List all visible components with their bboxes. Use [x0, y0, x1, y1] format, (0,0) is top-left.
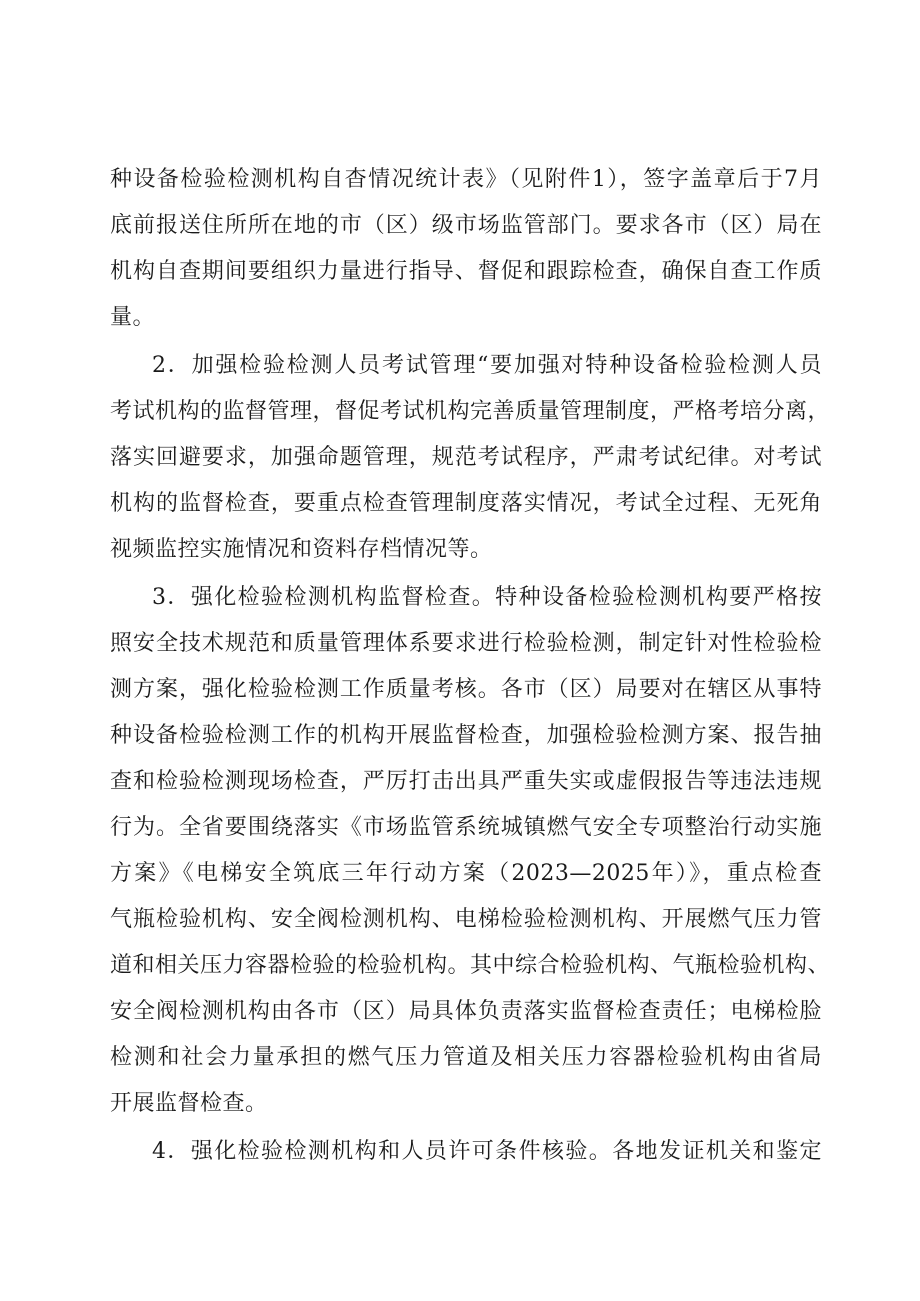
text-line-7: 落实回避要求，加强命题管理，规范考试程序，严肃考试纪律。对考试	[110, 445, 822, 470]
text-line-17: 气瓶检验机构、安全阀检测机构、电梯检验检测机构、开展燃气压力管	[110, 907, 822, 932]
text-line-2: 底前报送住所所在地的市（区）级市场监管部门。要求各市（区）局在	[110, 213, 822, 238]
text-line-6: 考试机构的监督管理，督促考试机构完善质量管理制度，严格考培分离，	[110, 399, 831, 424]
text-line-21: 开展监督检查。	[110, 1091, 268, 1116]
text-line-20: 检测和社会力量承担的燃气压力管道及相关压力容器检验机构由省局	[110, 1045, 822, 1070]
text-line-16: 方案》《电梯安全筑底三年行动方案（2023—2025年）》，重点检查	[110, 861, 822, 886]
text-line-12: 测方案，强化检验检测工作质量考核。各市（区）局要对在辖区从事特	[110, 677, 822, 702]
paragraph-4-heading-line: 4．强化检验检测机构和人员许可条件核验。各地发证机关和鉴定	[152, 1139, 822, 1164]
text-line-8: 机构的监督检查，要重点检查管理制度落实情况，考试全过程、无死角	[110, 491, 822, 516]
text-line-4: 量。	[110, 305, 156, 330]
paragraph-3-heading-line: 3．强化检验检测机构监督检查。特种设备检验检测机构要严格按	[152, 585, 822, 610]
text-line-9: 视频监控实施情况和资料存档情况等。	[110, 537, 493, 562]
text-line-14: 查和检验检测现场检查，严厉打击出具严重失实或虚假报告等违法违规	[110, 769, 822, 794]
text-line-1: 种设备检验检测机构自杳情况统计表》（见附件1），签字盖章后于7月	[110, 167, 822, 192]
text-line-3: 机构自查期间要组织力量进行指导、督促和跟踪检查，确保自查工作质	[110, 259, 822, 284]
text-line-11: 照安全技术规范和质量管理体系要求进行检验检测，制定针对性检验检	[110, 631, 822, 656]
paragraph-2-heading-line: 2．加强检验检测人员考试管理“要加强对特种设备检验检测人员	[152, 353, 822, 378]
text-line-13: 种设备检验检测工作的机构开展监督检查，加强检验检测方案、报告抽	[110, 723, 822, 748]
text-line-18: 道和相关压力容器检验的检验机构。其中综合检验机构、气瓶检验机构、	[110, 953, 831, 978]
text-line-15: 行为。全省要围绕落实《市场监管系统城镇燃气安全专项整治行动实施	[110, 815, 822, 840]
text-line-19: 安全阀检测机构由各市（区）局具体负责落实监督检查责任；电梯检脸	[110, 999, 822, 1024]
